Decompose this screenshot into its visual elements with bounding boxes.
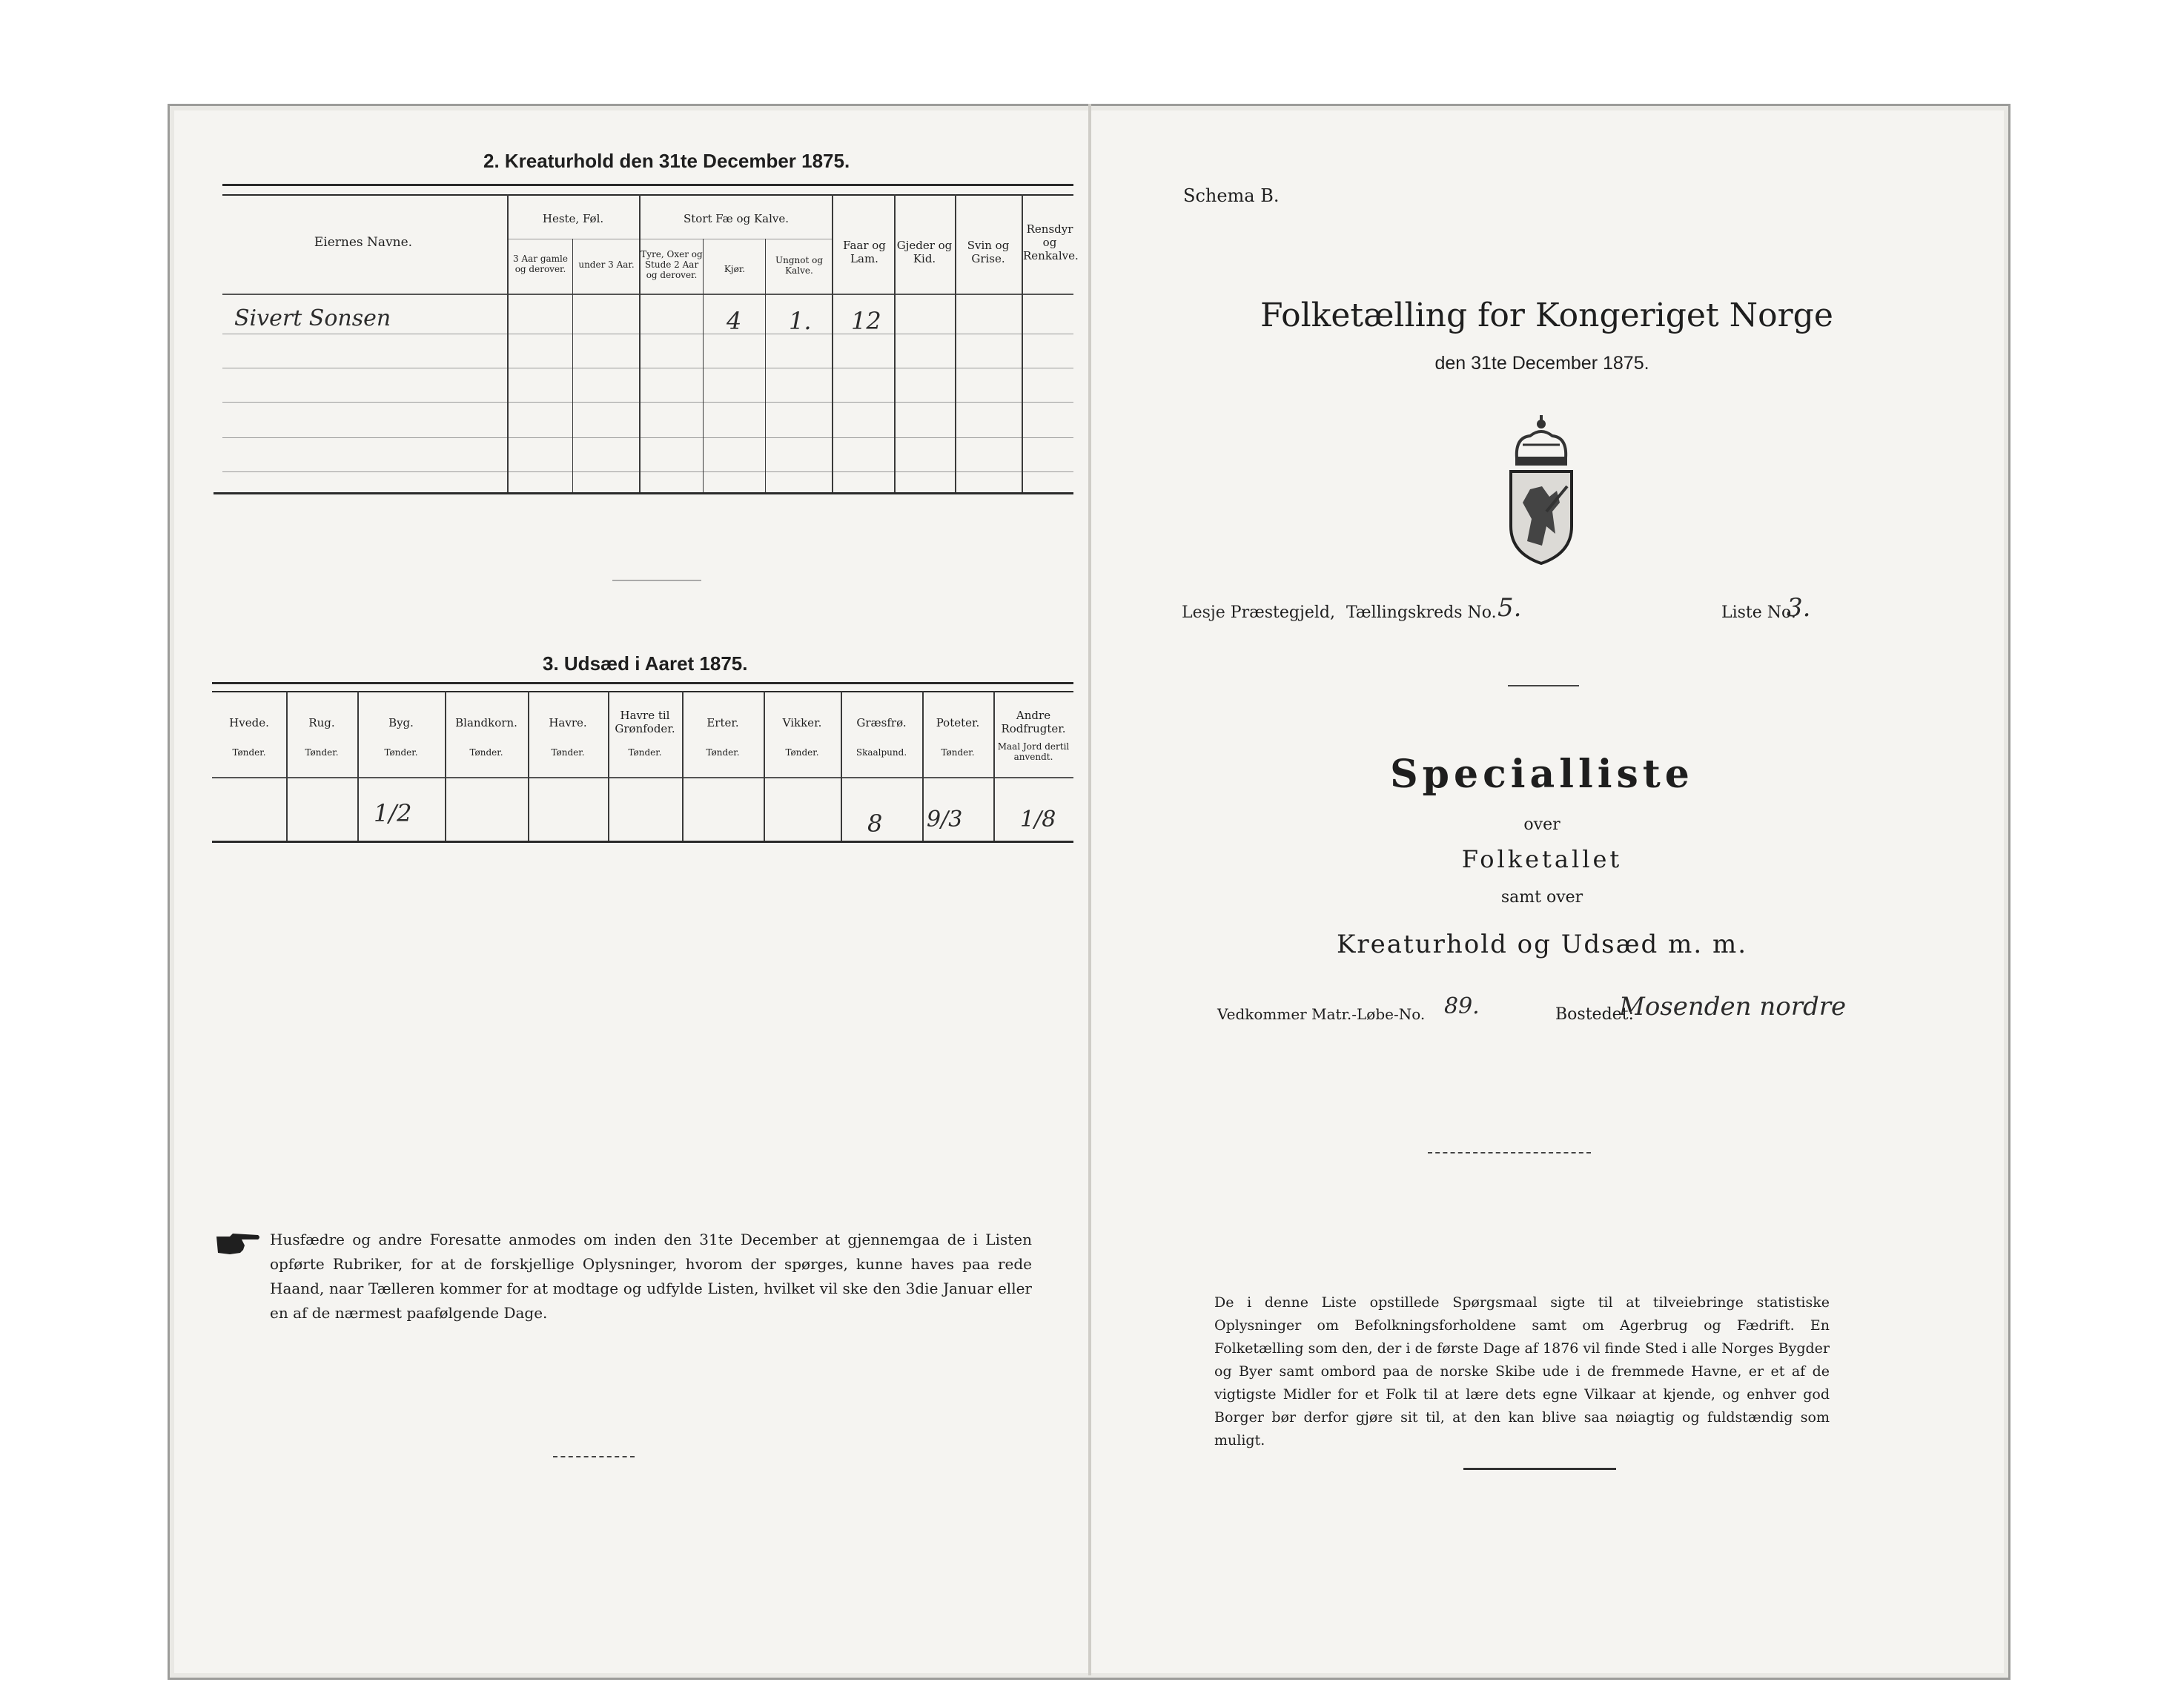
col-ungnot: Ungnot og Kalve.	[775, 255, 824, 276]
byg-value: 1/2	[374, 799, 412, 827]
section2-title: 2. Kreaturhold den 31te December 1875.	[483, 150, 850, 172]
col-faar: Faar og Lam.	[843, 239, 886, 265]
s3-col-9-unit: Tønder.	[941, 747, 975, 758]
poteter-value: 9/3	[927, 807, 963, 833]
s3-col-2-name: Byg.	[388, 716, 414, 729]
specialliste-heading: Specialliste	[1390, 752, 1694, 797]
s3-col-3-unit: Tønder.	[469, 747, 503, 758]
kreaturhold-label: Kreaturhold og Udsæd m. m.	[1336, 930, 1747, 959]
census-subtitle: den 31te December 1875.	[1434, 353, 1649, 374]
s3-col-7-unit: Tønder.	[785, 747, 819, 758]
prestegjeld-label: Præstegjeld,	[1230, 603, 1335, 622]
s3-col-8-name: Græsfrø.	[856, 716, 907, 729]
s3-col-7-name: Vikker.	[782, 716, 822, 729]
col-gjeder: Gjeder og Kid.	[896, 239, 953, 265]
col-heste-3aar: 3 Aar gamle og derover.	[513, 254, 568, 274]
notice-paragraph: Husfædre og andre Foresatte anmodes om inden den 31te December at gjennemgaa de i Listen opførte Rubriker, for at de forskjellige Oplysninger, hvorom der spørges, kunne haves paa rede Haand, naar Tælleren kommer for at modtage og udfylde Listen, hvilket vil ske den 3die Januar eller en af de nærmest paafølgende Dage.	[270, 1231, 1032, 1322]
andre-value: 1/8	[1020, 807, 1056, 833]
s3-col-5-name: Havre til Grønfoder.	[615, 709, 675, 735]
norway-coat-of-arms-icon	[1500, 415, 1582, 568]
kreds-label: Tællingskreds No.	[1346, 603, 1497, 622]
col-svin: Svin og Grise.	[967, 239, 1010, 265]
samt-over-label: samt over	[1500, 888, 1583, 907]
s3-col-4-unit: Tønder.	[551, 747, 585, 758]
section3-title: 3. Udsæd i Aaret 1875.	[543, 652, 748, 675]
s3-col-6-unit: Tønder.	[706, 747, 740, 758]
s3-col-5-unit: Tønder.	[628, 747, 662, 758]
matr-value: 89.	[1444, 993, 1480, 1019]
s3-col-10-unit: Maal Jord dertil anvendt.	[997, 741, 1070, 762]
prestegjeld-value: Lesje	[1182, 603, 1225, 622]
s3-col-3-name: Blandkorn.	[455, 716, 517, 729]
s3-col-0-name: Hvede.	[229, 716, 269, 729]
liste-label: Liste No.	[1721, 603, 1796, 622]
s3-col-2-unit: Tønder.	[384, 747, 418, 758]
s3-col-6-name: Erter.	[706, 716, 739, 729]
graesfro-value: 8	[867, 810, 883, 838]
s3-col-10-name: Andre Rodfrugter.	[1001, 709, 1066, 735]
intro-paragraph: De i denne Liste opstillede Spørgsmaal sigte til at tilveiebringe statistiske Oplysninger om Befolkningsforholdene samt om Agerbrug og Fædrift. En Folketælling som den, der i de første Dage af 1876 vil finde Sted i alle Norges Bygder og Byer samt ombord paa de norske Skibe ude i de fremmede Havne, er et af de vigtigste Midler for et Folk til at lære dets egne Vilkaar at kjende, og enhver god Borger bør derfor gjøre sit til, at den kan blive saa nøiagtig og fuldstændig som muligt.	[1214, 1294, 1830, 1449]
pointing-hand-icon	[215, 1231, 261, 1259]
matr-label: Vedkommer Matr.-Løbe-No.	[1217, 1005, 1426, 1023]
col-heste: Heste, Føl.	[542, 212, 604, 225]
kreds-value: 5.	[1497, 593, 1522, 623]
census-title: Folketælling for Kongeriget Norge	[1260, 297, 1833, 334]
col-stort-fae: Stort Fæ og Kalve.	[683, 212, 790, 225]
faar-value: 12	[851, 307, 881, 335]
col-kjor: Kjør.	[724, 264, 746, 274]
kjor-value: 4	[727, 307, 742, 335]
s3-col-8-unit: Skaalpund.	[855, 747, 907, 758]
col-rensdyr: Rensdyr og Renkalve.	[1023, 222, 1079, 262]
liste-value: 3.	[1787, 593, 1811, 623]
owner-name-cell: Sivert Sonsen	[234, 305, 391, 331]
col-eiernes-navne: Eiernes Navne.	[314, 235, 413, 250]
s3-col-1-unit: Tønder.	[305, 747, 339, 758]
bostedet-value: Mosenden nordre	[1619, 992, 1847, 1022]
col-heste-under3: under 3 Aar.	[578, 259, 635, 270]
page-fold	[1088, 104, 1091, 1675]
schema-label: Schema B.	[1183, 185, 1280, 206]
s3-col-0-unit: Tønder.	[232, 747, 266, 758]
folketallet-label: Folketallet	[1461, 845, 1623, 873]
lesje-line	[1182, 603, 1497, 622]
s3-col-4-name: Havre.	[549, 716, 587, 729]
col-tyre: Tyre, Oxer og Stude 2 Aar og derover.	[641, 249, 703, 280]
s3-col-1-name: Rug.	[308, 716, 335, 729]
s3-col-9-name: Poteter.	[936, 716, 980, 729]
bostedet-label: Bostedet:	[1555, 1005, 1634, 1024]
over-label: over	[1523, 815, 1561, 834]
ungnot-value: 1.	[789, 307, 812, 335]
